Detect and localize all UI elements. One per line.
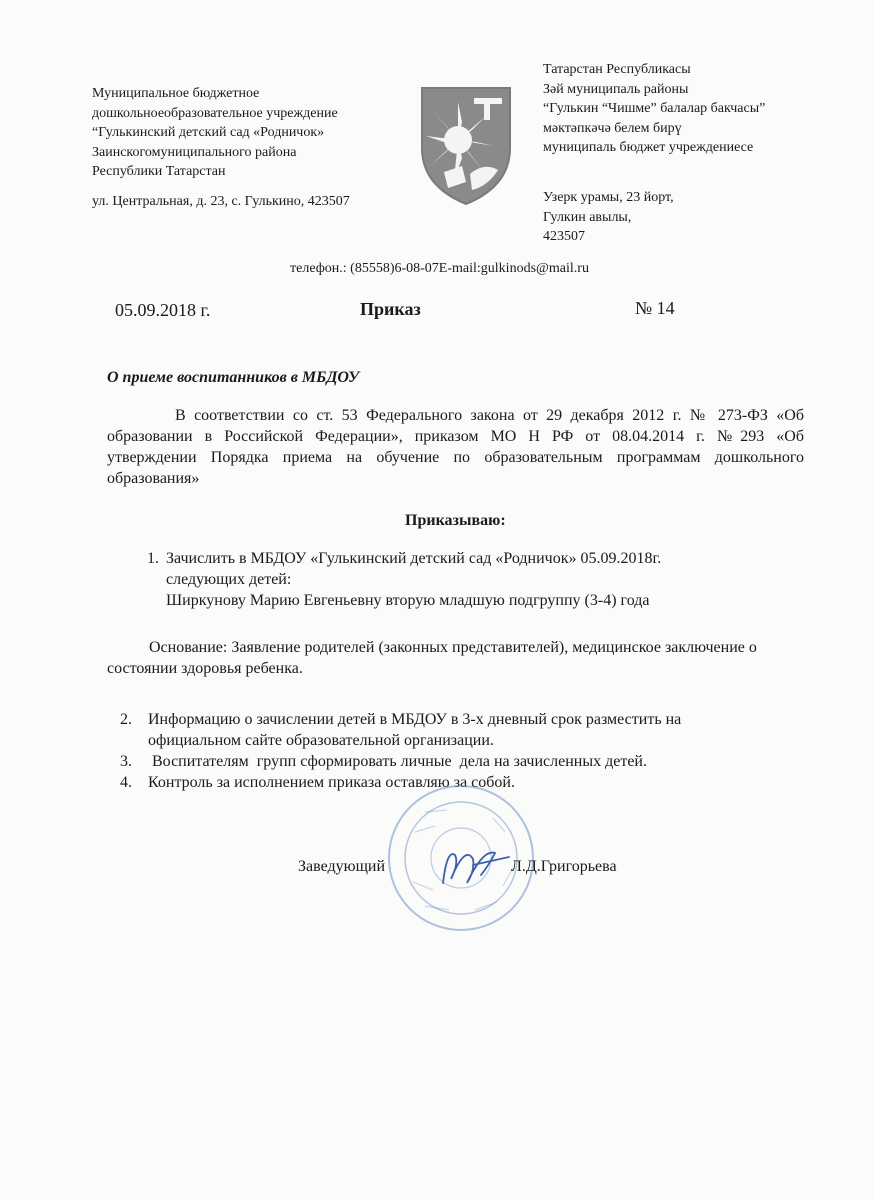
order-subject: О приеме воспитанников в МБДОУ (107, 369, 360, 386)
item-3: Воспитателям групп сформировать личные дела на зачисленных детей. (148, 753, 647, 770)
preamble-line: образования» (107, 470, 200, 487)
preamble-line: образовании в Российской Федерации», приказом МО Н РФ от 08.04.2014 г. №293 «Об (107, 428, 804, 445)
item-2-line: Информацию о зачислении детей в МБДОУ в 3-х дневный срок разместить на (148, 711, 682, 728)
header-left-line: Заинскогомуниципального района (92, 144, 297, 160)
header-right-address-line: Узерк урамы, 23 йорт, (543, 190, 674, 205)
preamble-line: В соответствии со ст. 53 Федерального закона от 29 декабря 2012 г. № 273-ФЗ «Об (175, 407, 804, 424)
header-right-line: Зәй муниципаль районы (543, 81, 689, 97)
basis-line: Основание: Заявление родителей (законных представителей), медицинское заключение о (149, 639, 757, 656)
signature-icon (425, 835, 515, 895)
header-right-address-line: Гулкин авылы, (543, 209, 632, 225)
directive: Приказываю: (405, 512, 506, 529)
header-right-line: мәктәпкәчә белем бирү (543, 120, 682, 136)
preamble (107, 405, 804, 489)
item-1-line: Зачислить в МБДОУ «Гулькинский детский сад «Родничок» 05.09.2018г. (166, 550, 662, 567)
header-right-address (543, 188, 674, 247)
header-right-address-line: 423507 (543, 229, 585, 244)
basis (107, 637, 757, 679)
header-left-line: “Гулькинский детский сад «Родничок» (92, 125, 325, 140)
item-1-line: следующих детей: (166, 571, 292, 588)
header-right (543, 60, 765, 158)
header-right-line: “Гулькин “Чишме” балалар бакчасы” (543, 101, 766, 116)
emblem-icon (414, 82, 518, 208)
item-2-line: официальном сайте образовательной организации. (148, 732, 494, 749)
header-left-line: Республики Татарстан (92, 164, 226, 179)
item-number: 3. (120, 753, 132, 770)
signature-name: Л.Д.Григорьева (511, 858, 617, 875)
item-4: Контроль за исполнением приказа оставляю за собой. (148, 774, 515, 791)
order-title: Приказ (360, 299, 421, 319)
header-right-line: муниципаль бюджет учреждениесе (543, 140, 754, 155)
header-left-address: ул. Центральная, д. 23, с. Гулькино, 423507 (92, 194, 350, 209)
item-number: 4. (120, 774, 132, 791)
basis-line: состоянии здоровья ребенка. (107, 660, 303, 677)
item-number: 2. (120, 711, 132, 728)
item-1 (166, 548, 661, 611)
order-number: № 14 (635, 298, 675, 318)
item-1-child: Ширкунову Марию Евгеньевну вторую младшую подгруппу (3-4) года (166, 592, 650, 609)
item-number: 1. (147, 550, 159, 567)
header-right-line: Татарстан Республикасы (543, 62, 691, 77)
item-2 (148, 709, 681, 751)
header-left-line: дошкольноеобразовательное учреждение (92, 105, 338, 121)
contacts-line: телефон.: (85558)6-08-07E-mail:gulkinods@mail.ru (290, 261, 589, 276)
preamble-line: утверждении Порядка приема на обучение по образовательным программам дошкольного (107, 449, 804, 466)
header-left-line: Муниципальное бюджетное (92, 86, 260, 101)
order-date: 05.09.2018 г. (115, 300, 211, 320)
header-left (92, 84, 338, 182)
signature-position: Заведующий (298, 858, 386, 875)
